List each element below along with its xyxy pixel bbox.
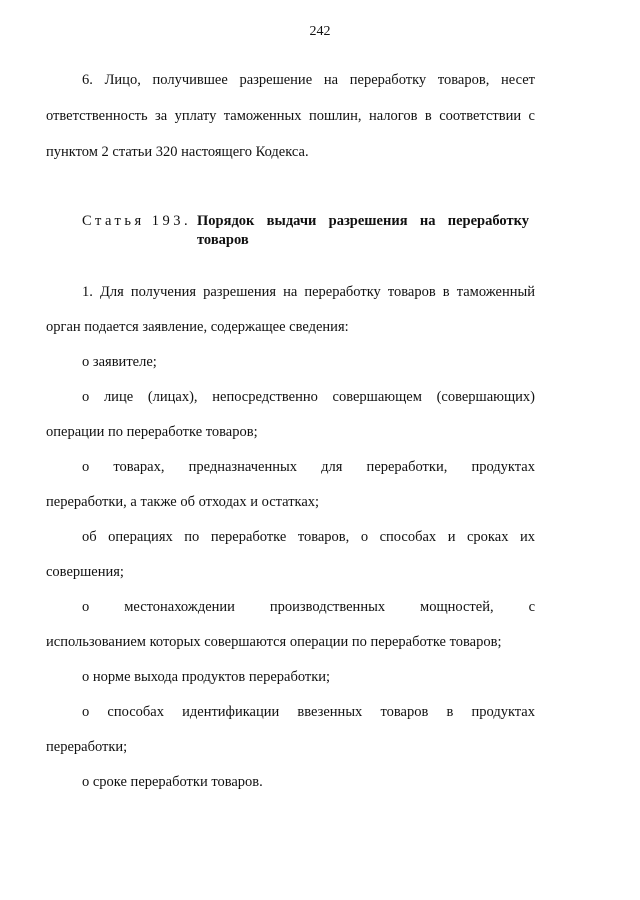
- article-label: Статья 193.: [82, 213, 192, 229]
- paragraph-6-line-3: пунктом 2 статьи 320 настоящего Кодекса.: [46, 144, 309, 160]
- article-title-line-2: товаров: [197, 232, 249, 248]
- item-location-line-2: использованием которых совершаются операции по переработке товаров;: [46, 634, 502, 650]
- item-operations-line-1: об операциях по переработке товаров, о способах и сроках их: [82, 529, 535, 545]
- item-persons-line-1: о лице (лицах), непосредственно совершающем (совершающих): [82, 389, 535, 405]
- item-goods-line-1: о товарах, предназначенных для переработки, продуктах: [82, 459, 535, 475]
- article-title-line-1: Порядок выдачи разрешения на переработку: [197, 213, 529, 229]
- paragraph-6-line-2: ответственность за уплату таможенных пошлин, налогов в соответствии с: [46, 108, 535, 124]
- item-term: о сроке переработки товаров.: [82, 774, 263, 790]
- item-goods-line-2: переработки, а также об отходах и остатках;: [46, 494, 320, 510]
- item-persons-line-2: операции по переработке товаров;: [46, 424, 258, 440]
- item-location-line-1: о местонахождении производственных мощностей, с: [82, 599, 535, 615]
- item-identification-line-1: о способах идентификации ввезенных товаров в продуктах: [82, 704, 535, 720]
- item-operations-line-2: совершения;: [46, 564, 124, 580]
- paragraph-1-line-1: 1. Для получения разрешения на переработку товаров в таможенный: [82, 284, 535, 300]
- item-applicant: о заявителе;: [82, 354, 157, 370]
- paragraph-6-line-1: 6. Лицо, получившее разрешение на переработку товаров, несет: [82, 72, 535, 88]
- item-yield-norm: о норме выхода продуктов переработки;: [82, 669, 331, 685]
- item-identification-line-2: переработки;: [46, 739, 128, 755]
- paragraph-1-line-2: орган подается заявление, содержащее сведения:: [46, 319, 349, 335]
- page-number: 242: [309, 24, 331, 39]
